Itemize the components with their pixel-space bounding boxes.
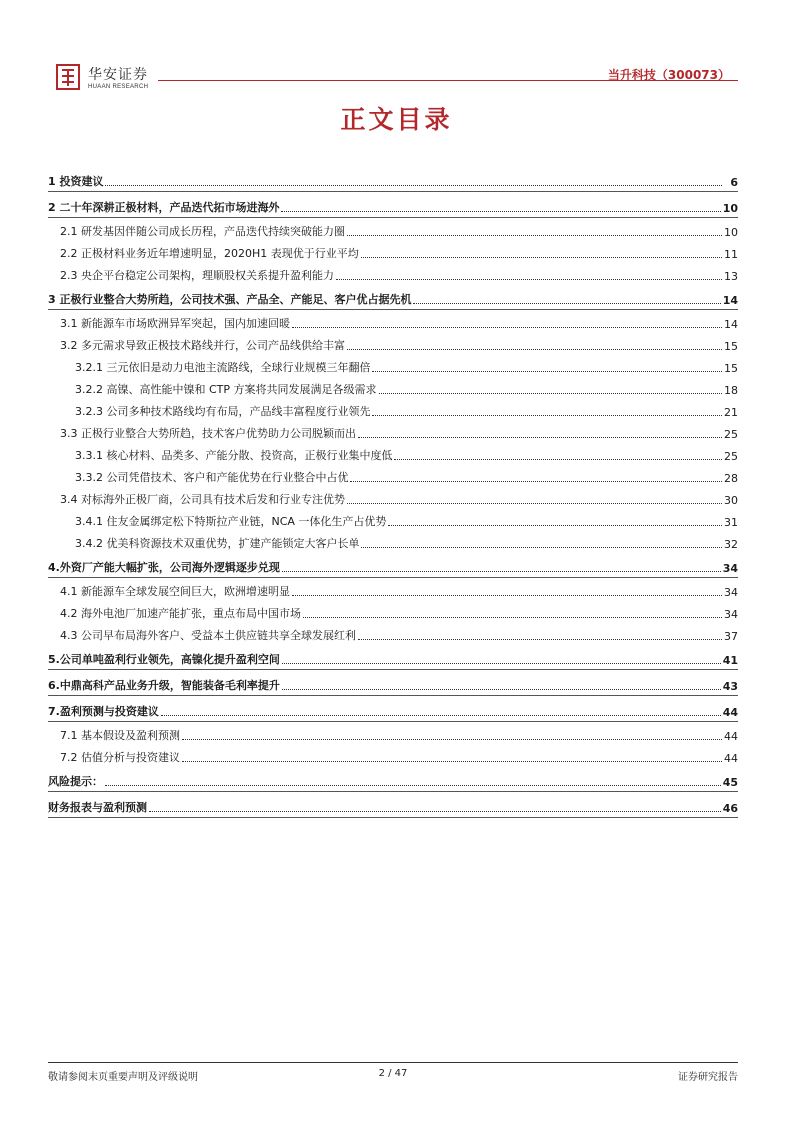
toc-entry[interactable] bbox=[48, 240, 738, 262]
company-ticker: 当升科技（300073） bbox=[607, 68, 730, 82]
toc-leader-dots bbox=[282, 663, 721, 664]
toc-leader-dots bbox=[394, 459, 722, 460]
toc-entry-page: 21 bbox=[724, 406, 738, 419]
toc-entry[interactable] bbox=[48, 354, 738, 376]
logo-english-name: HUAAN RESEARCH bbox=[88, 84, 149, 90]
toc-leader-dots bbox=[105, 785, 721, 786]
toc-entry-page: 44 bbox=[722, 706, 738, 719]
toc-entry[interactable] bbox=[48, 197, 738, 218]
toc-entry-title: 3.3.2 公司凭借技术、客户和产能优势在行业整合中占优 bbox=[75, 471, 349, 484]
toc-entry[interactable] bbox=[48, 722, 738, 744]
toc-leader-dots bbox=[413, 303, 720, 304]
toc-entry[interactable] bbox=[48, 310, 738, 332]
toc-leader-dots bbox=[379, 393, 722, 394]
toc-entry-title: 财务报表与盈利预测 bbox=[48, 801, 147, 814]
company-logo-icon bbox=[56, 64, 80, 90]
toc-entry-title: 3.1 新能源车市场欧洲异军突起，国内加速回暖 bbox=[60, 317, 290, 330]
toc-entry[interactable] bbox=[48, 486, 738, 508]
toc-leader-dots bbox=[182, 761, 722, 762]
toc-leader-dots bbox=[358, 639, 722, 640]
toc-entry[interactable] bbox=[48, 530, 738, 552]
toc-entry-title: 7.盈利预测与投资建议 bbox=[48, 705, 159, 718]
toc-entry-page: 14 bbox=[724, 318, 738, 331]
toc-entry-page: 44 bbox=[724, 752, 738, 765]
toc-entry-title: 4.2 海外电池厂加速产能扩张，重点布局中国市场 bbox=[60, 607, 301, 620]
toc-leader-dots bbox=[361, 257, 722, 258]
toc-entry-page: 31 bbox=[724, 516, 738, 529]
toc-entry[interactable] bbox=[48, 649, 738, 670]
toc-entry-page: 25 bbox=[724, 428, 738, 441]
toc-leader-dots bbox=[282, 689, 721, 690]
toc-entry-title: 3.2 多元需求导致正极技术路线并行，公司产品线供给丰富 bbox=[60, 339, 345, 352]
table-of-contents bbox=[48, 166, 738, 818]
toc-entry-page: 32 bbox=[724, 538, 738, 551]
toc-entry-title: 2.1 研发基因伴随公司成长历程，产品迭代持续突破能力圈 bbox=[60, 225, 345, 238]
toc-entry-title: 4.外资厂产能大幅扩张，公司海外逻辑逐步兑现 bbox=[48, 561, 280, 574]
toc-leader-dots bbox=[161, 715, 721, 716]
toc-entry-title: 2 二十年深耕正极材料，产品迭代拓市场进海外 bbox=[48, 201, 280, 214]
toc-entry-page: 28 bbox=[724, 472, 738, 485]
toc-entry-page: 41 bbox=[722, 654, 738, 667]
toc-entry-title: 3 正极行业整合大势所趋，公司技术强、产品全、产能足、客户优占据先机 bbox=[48, 293, 412, 306]
toc-entry[interactable] bbox=[48, 442, 738, 464]
footer-disclaimer: 敬请参阅末页重要声明及评级说明 bbox=[48, 1072, 198, 1083]
toc-leader-dots bbox=[350, 481, 722, 482]
toc-entry[interactable] bbox=[48, 797, 738, 818]
toc-leader-dots bbox=[182, 739, 722, 740]
toc-entry[interactable] bbox=[48, 332, 738, 354]
toc-leader-dots bbox=[388, 525, 722, 526]
toc-entry-title: 3.4.1 住友金属绑定松下特斯拉产业链，NCA 一体化生产占优势 bbox=[75, 515, 387, 528]
toc-entry-title: 3.4.2 优美科资源技术双重优势，扩建产能锁定大客户长单 bbox=[75, 537, 360, 550]
toc-entry[interactable] bbox=[48, 398, 738, 420]
toc-leader-dots bbox=[336, 279, 722, 280]
toc-entry[interactable] bbox=[48, 289, 738, 310]
toc-entry[interactable] bbox=[48, 464, 738, 486]
toc-entry-title: 4.1 新能源车全球发展空间巨大，欧洲增速明显 bbox=[60, 585, 290, 598]
toc-entry-page: 30 bbox=[724, 494, 738, 507]
toc-entry-title: 2.2 正极材料业务近年增速明显，2020H1 表现优于行业平均 bbox=[60, 247, 359, 260]
toc-entry-page: 34 bbox=[724, 586, 738, 599]
footer-divider bbox=[48, 1062, 738, 1063]
toc-entry[interactable] bbox=[48, 600, 738, 622]
toc-leader-dots bbox=[292, 327, 722, 328]
toc-leader-dots bbox=[292, 595, 722, 596]
toc-entry-page: 25 bbox=[724, 450, 738, 463]
toc-entry-page: 10 bbox=[724, 226, 738, 239]
toc-entry-page: 15 bbox=[724, 340, 738, 353]
toc-entry-page: 14 bbox=[722, 294, 738, 307]
toc-entry-title: 3.3 正极行业整合大势所趋，技术客户优势助力公司脱颖而出 bbox=[60, 427, 356, 440]
toc-entry-title: 7.1 基本假设及盈利预测 bbox=[60, 729, 180, 742]
toc-leader-dots bbox=[372, 415, 722, 416]
toc-leader-dots bbox=[149, 811, 721, 812]
toc-entry[interactable] bbox=[48, 171, 738, 192]
toc-entry-page: 45 bbox=[722, 776, 738, 789]
toc-entry-title: 3.2.1 三元依旧是动力电池主流路线，全球行业规模三年翻倍 bbox=[75, 361, 371, 374]
toc-entry-title: 2.3 央企平台稳定公司架构，理顺股权关系提升盈利能力 bbox=[60, 269, 334, 282]
toc-entry[interactable] bbox=[48, 701, 738, 722]
toc-leader-dots bbox=[361, 547, 722, 548]
toc-leader-dots bbox=[347, 503, 722, 504]
toc-entry-title: 风险提示： bbox=[48, 775, 103, 788]
toc-entry[interactable] bbox=[48, 557, 738, 578]
toc-entry-page: 34 bbox=[722, 562, 738, 575]
toc-entry-page: 37 bbox=[724, 630, 738, 643]
toc-entry[interactable] bbox=[48, 218, 738, 240]
page-number: 2 / 47 bbox=[378, 1068, 408, 1079]
toc-leader-dots bbox=[282, 571, 721, 572]
page-title: 正文目录 bbox=[340, 105, 453, 134]
toc-entry[interactable] bbox=[48, 376, 738, 398]
toc-entry[interactable] bbox=[48, 262, 738, 284]
logo-chinese-name: 华安证券 bbox=[88, 67, 148, 83]
footer-report-type: 证券研究报告 bbox=[678, 1072, 738, 1083]
toc-entry-title: 4.3 公司早布局海外客户、受益本土供应链共享全球发展红利 bbox=[60, 629, 356, 642]
toc-entry-page: 34 bbox=[724, 608, 738, 621]
toc-leader-dots bbox=[372, 371, 722, 372]
toc-entry-page: 6 bbox=[730, 176, 738, 189]
toc-leader-dots bbox=[281, 211, 720, 212]
toc-entry[interactable] bbox=[48, 420, 738, 442]
toc-leader-dots bbox=[358, 437, 722, 438]
toc-entry[interactable] bbox=[48, 508, 738, 530]
page-header bbox=[48, 62, 738, 98]
toc-entry-page: 15 bbox=[724, 362, 738, 375]
toc-entry-title: 3.4 对标海外正极厂商，公司具有技术后发和行业专注优势 bbox=[60, 493, 345, 506]
toc-entry-page: 11 bbox=[724, 248, 738, 261]
toc-entry[interactable] bbox=[48, 622, 738, 644]
toc-leader-dots bbox=[303, 617, 722, 618]
toc-entry-title: 3.2.3 公司多种技术路线均有布局，产品线丰富程度行业领先 bbox=[75, 405, 371, 418]
toc-entry-title: 5.公司单吨盈利行业领先，高镍化提升盈利空间 bbox=[48, 653, 280, 666]
toc-entry-title: 3.2.2 高镍、高性能中镍和 CTP 方案将共同发展满足各级需求 bbox=[75, 383, 377, 396]
toc-entry-title: 7.2 估值分析与投资建议 bbox=[60, 751, 180, 764]
toc-entry-page: 44 bbox=[724, 730, 738, 743]
toc-entry-page: 46 bbox=[722, 802, 738, 815]
toc-entry-page: 10 bbox=[722, 202, 738, 215]
toc-entry-page: 13 bbox=[724, 270, 738, 283]
toc-entry-title: 3.3.1 核心材料、品类多、产能分散、投资高，正极行业集中度低 bbox=[75, 449, 393, 462]
toc-entry-page: 18 bbox=[724, 384, 738, 397]
toc-leader-dots bbox=[347, 349, 722, 350]
toc-entry[interactable] bbox=[48, 578, 738, 600]
toc-entry[interactable] bbox=[48, 675, 738, 696]
toc-leader-dots bbox=[105, 185, 722, 186]
toc-leader-dots bbox=[347, 235, 722, 236]
toc-entry-page: 43 bbox=[722, 680, 738, 693]
toc-entry[interactable] bbox=[48, 771, 738, 792]
toc-entry[interactable] bbox=[48, 744, 738, 766]
toc-entry-title: 6.中鼎高科产品业务升级，智能装备毛利率提升 bbox=[48, 679, 280, 692]
toc-entry-title: 1 投资建议 bbox=[48, 175, 104, 188]
